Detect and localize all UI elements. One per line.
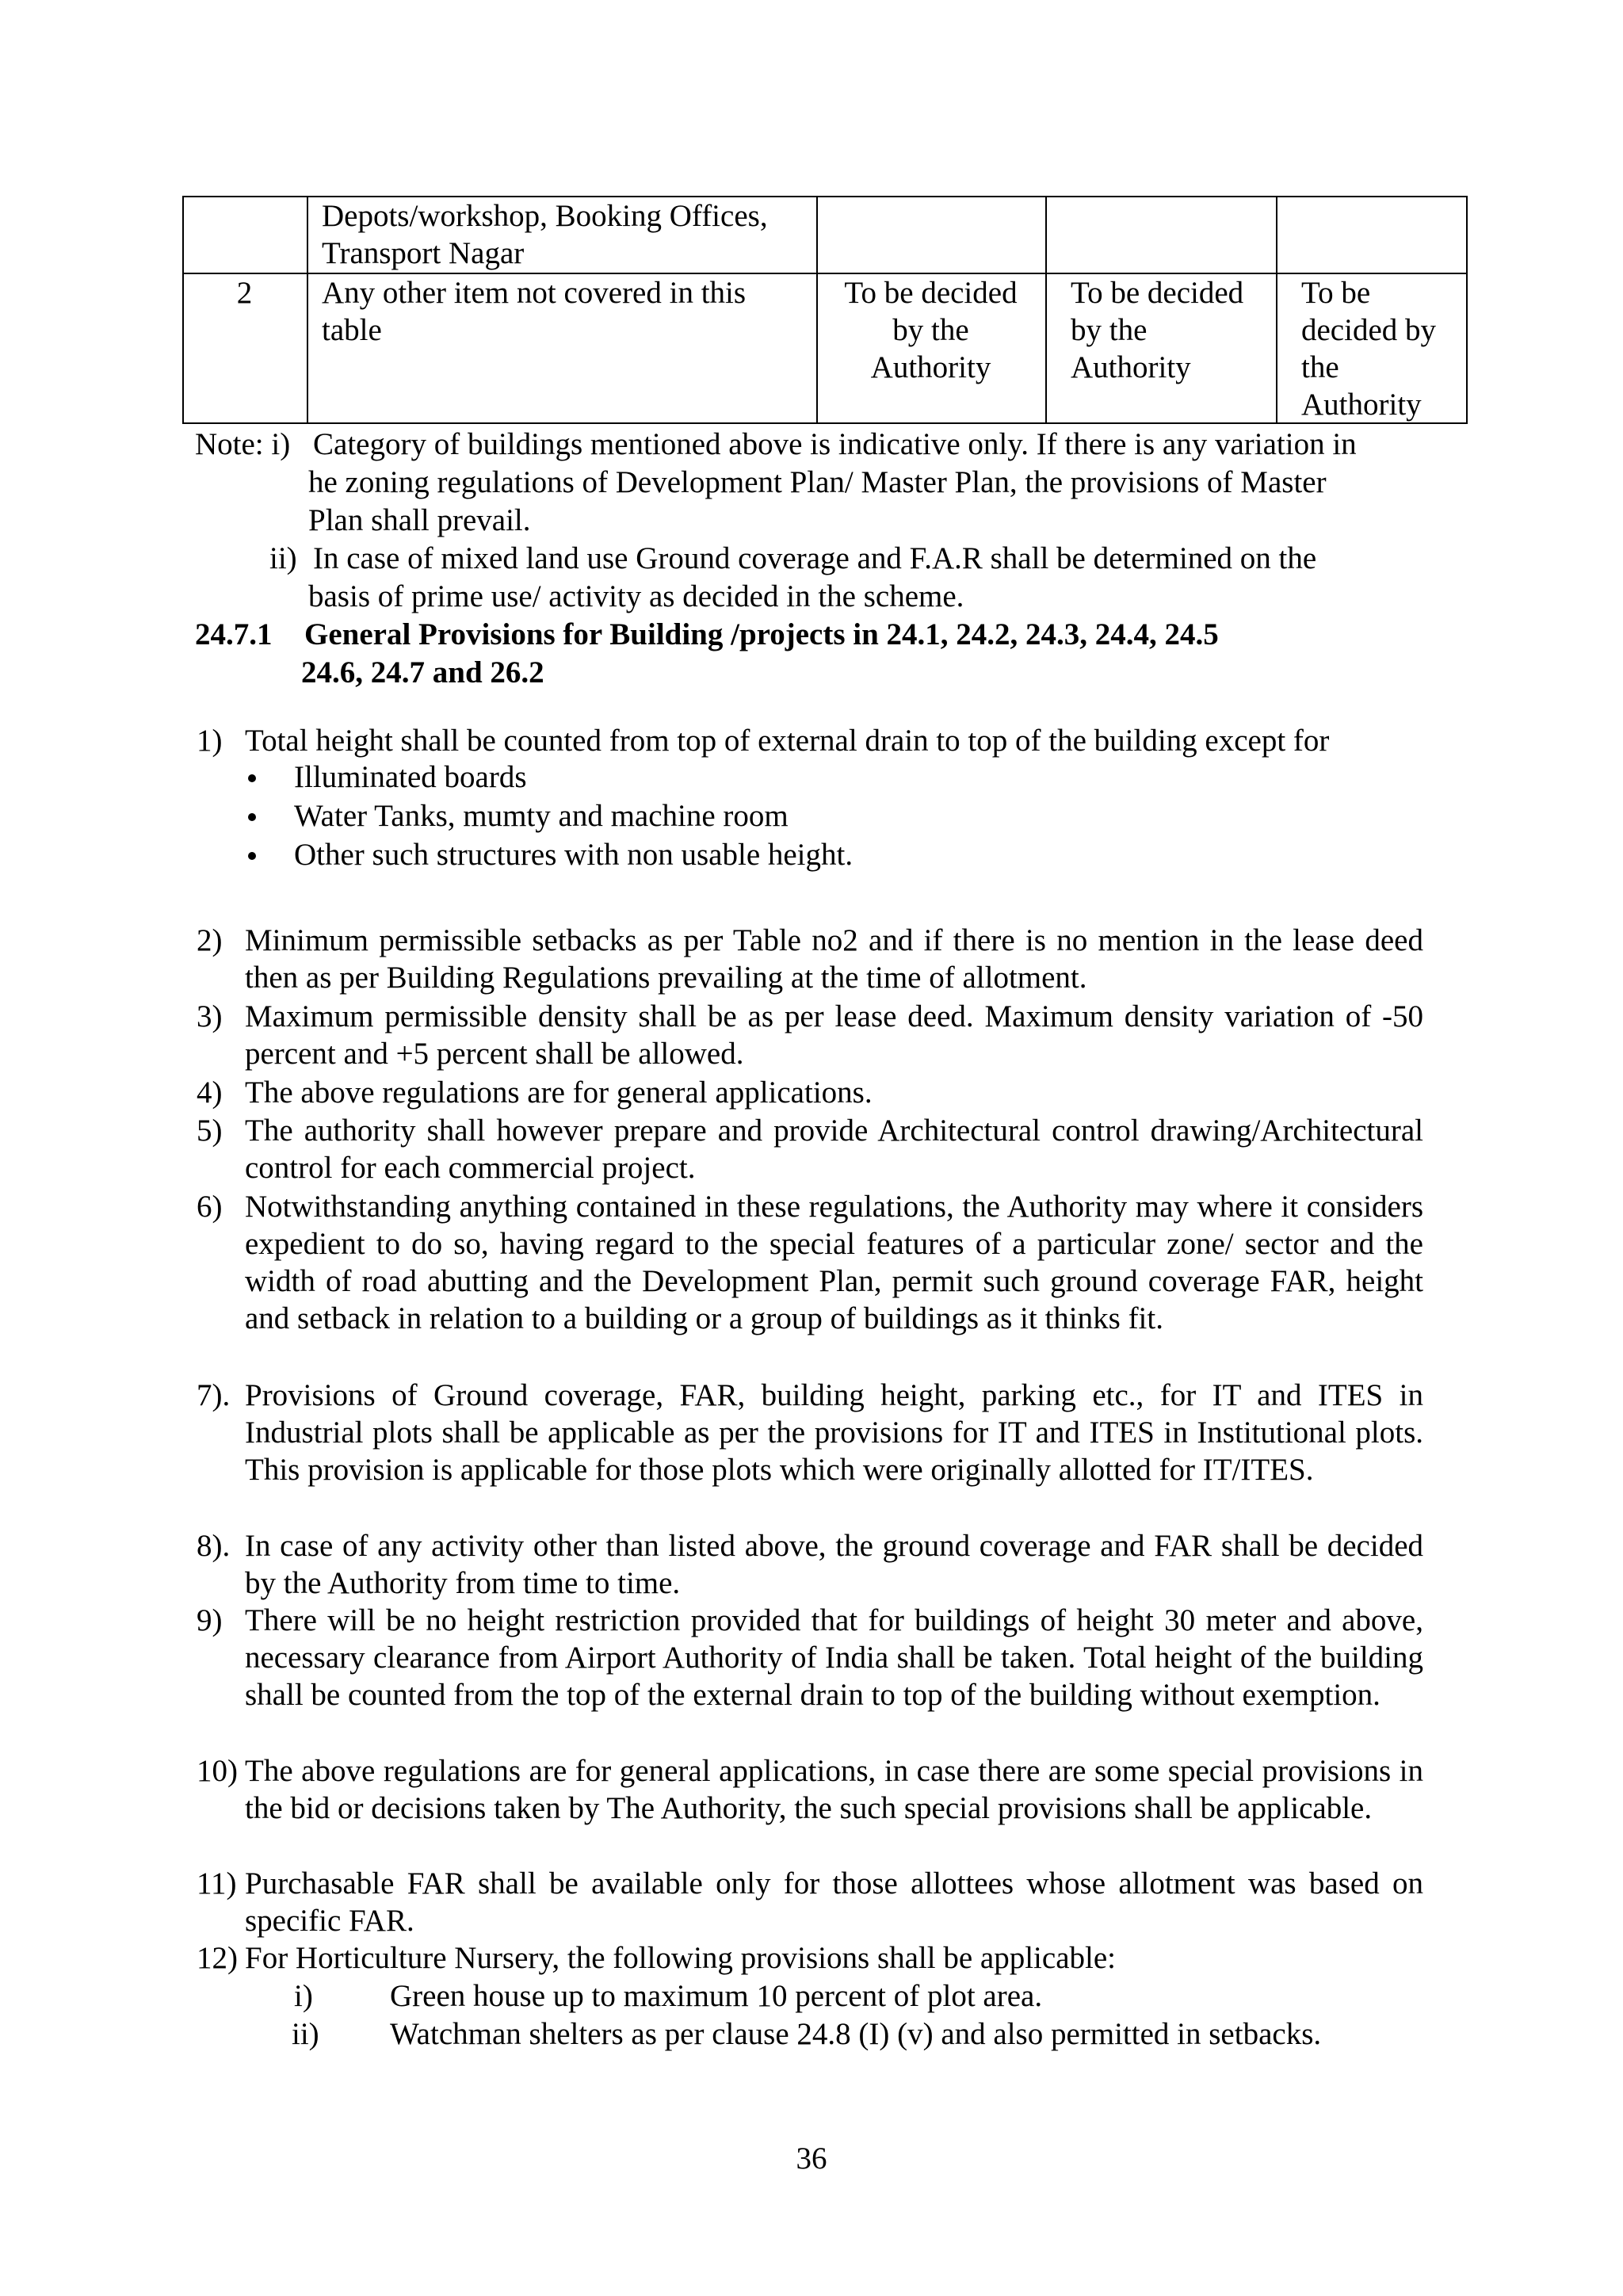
- table-cell-sno: 2: [236, 276, 253, 310]
- bullet-item: Other such structures with non usable height.: [245, 836, 853, 875]
- list-item-text: The authority shall however prepare and provide Architectural control drawing/Architectural control for each commercial project.: [245, 1114, 1423, 1185]
- note-label: Note: i): [195, 427, 291, 461]
- list-item-number: 5): [197, 1114, 223, 1148]
- list-item: [197, 722, 1423, 759]
- note-ii-label: ii): [269, 541, 297, 575]
- list-item: [197, 1112, 1423, 1186]
- bullet-list: [245, 758, 853, 875]
- table-cell-item: Depots/workshop, Booking Offices, Transport Nagar: [322, 199, 768, 270]
- regulations-table: [182, 196, 1468, 424]
- table-border-bottom: [182, 422, 1468, 424]
- table-col-divider: [1276, 196, 1277, 424]
- list-item-text: Minimum permissible setbacks as per Table no2 and if there is no mention in the lease deed then as per Building Regulations prevailing at the time of allotment.: [245, 923, 1423, 995]
- section-title: 24.6, 24.7 and 26.2: [301, 655, 544, 690]
- table-col-divider: [1045, 196, 1047, 424]
- list-item: [197, 1377, 1423, 1488]
- sub-item-text: Green house up to maximum 10 percent of plot area.: [390, 1979, 1043, 2013]
- list-item-text: Purchasable FAR shall be available only for those allottees whose allotment was based on specific FAR.: [245, 1866, 1423, 1938]
- list-item-number: 9): [197, 1603, 223, 1637]
- list-item-text: Maximum permissible density shall be as per lease deed. Maximum density variation of -50 percent and +5 percent shall be allowed.: [245, 999, 1423, 1071]
- list-item-text: The above regulations are for general applications.: [245, 1075, 873, 1110]
- list-item-text: For Horticulture Nursery, the following provisions shall be applicable:: [245, 1941, 1116, 1975]
- note-ii-text: In case of mixed land use Ground coverage and F.A.R shall be determined on the: [313, 541, 1317, 575]
- bullet-item: Water Tanks, mumty and machine room: [245, 797, 853, 836]
- list-item: [197, 1527, 1423, 1602]
- list-item-number: 10): [197, 1754, 238, 1788]
- sub-item-text: Watchman shelters as per clause 24.8 (I) (v) and also permitted in setbacks.: [390, 2017, 1322, 2051]
- list-item: [197, 1865, 1423, 1939]
- list-item: [197, 922, 1423, 996]
- table-border-right: [1466, 196, 1468, 424]
- list-item: [197, 1074, 1423, 1111]
- table-cell-value: To be decided by the Authority: [844, 276, 1018, 384]
- sub-item-number: ii): [292, 2017, 319, 2051]
- list-item-number: 7).: [197, 1378, 231, 1412]
- list-item-number: 12): [197, 1941, 238, 1975]
- list-item-text: Provisions of Ground coverage, FAR, building height, parking etc., for IT and ITES in Industrial plots shall be applicable as per the provisions for IT and ITES in Institutional plots. This provision is applicable for those plots which were originally allotted for IT/ITES.: [245, 1378, 1423, 1487]
- list-item-text: Notwithstanding anything contained in these regulations, the Authority may where it considers expedient to do so, having regard to the special features of a particular zone/ sector and the width of road abutting and the Development Plan, permit such ground coverage FAR, height and setback in relation to a building or a group of buildings as it thinks fit.: [245, 1190, 1423, 1335]
- sub-item-number: i): [294, 1979, 313, 2013]
- section-title: General Provisions for Building /projects in 24.1, 24.2, 24.3, 24.4, 24.5: [304, 617, 1219, 651]
- list-item: [197, 998, 1423, 1072]
- list-item-text: Total height shall be counted from top of external drain to top of the building except for: [245, 724, 1330, 758]
- table-cell-value: To be decided by the Authority: [1071, 276, 1244, 384]
- list-item: [197, 1752, 1423, 1827]
- list-item-text: The above regulations are for general applications, in case there are some special provisions in the bid or decisions taken by The Authority, the such special provisions shall be applicable.: [245, 1754, 1423, 1825]
- list-item-number: 2): [197, 923, 223, 957]
- table-cell-item: Any other item not covered in this table: [322, 276, 747, 347]
- list-item-text: In case of any activity other than listed above, the ground coverage and FAR shall be decided by the Authority from time to time.: [245, 1529, 1423, 1600]
- list-item-text: There will be no height restriction provided that for buildings of height 30 meter and above, necessary clearance from Airport Authority of India shall be taken. Total height of the building shall be counted from the top of the external drain to top of the building without exemption.: [245, 1603, 1423, 1712]
- list-item-number: 3): [197, 999, 223, 1033]
- bullet-item: Illuminated boards: [245, 758, 853, 797]
- list-item-number: 4): [197, 1075, 223, 1110]
- list-item-number: 8).: [197, 1529, 231, 1563]
- note-i-text: Category of buildings mentioned above is indicative only. If there is any variation in: [313, 427, 1357, 461]
- section-number: 24.7.1: [195, 617, 273, 651]
- page-number: 36: [796, 2141, 827, 2176]
- note-i-text: he zoning regulations of Development Plan/ Master Plan, the provisions of Master: [308, 465, 1327, 499]
- list-item: [197, 1188, 1423, 1337]
- note-ii-text: basis of prime use/ activity as decided in the scheme.: [308, 579, 964, 613]
- list-item-number: 6): [197, 1190, 223, 1224]
- table-col-divider: [307, 196, 308, 424]
- list-item: [197, 1939, 1423, 1977]
- note-i-text: Plan shall prevail.: [308, 503, 531, 537]
- list-item-number: 11): [197, 1866, 237, 1901]
- list-item-number: 1): [197, 724, 223, 758]
- list-item: [197, 1602, 1423, 1713]
- table-cell-value: To be decided by the Authority: [1301, 276, 1437, 422]
